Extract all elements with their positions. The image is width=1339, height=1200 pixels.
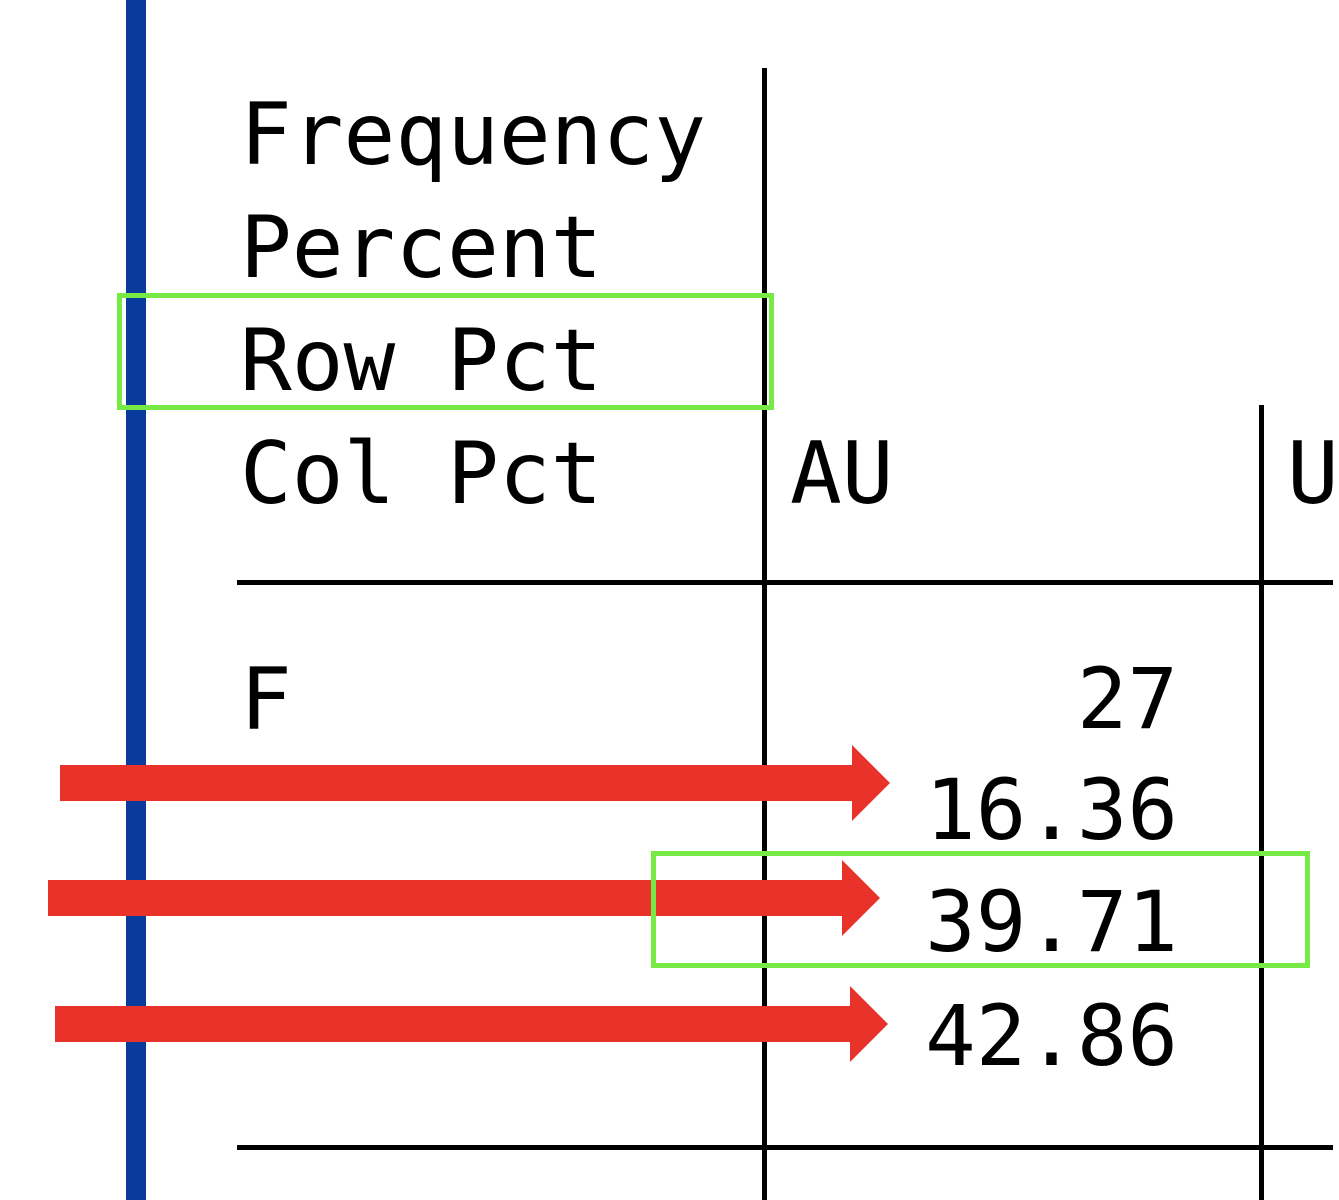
legend-row-pct: Row Pct — [240, 311, 603, 411]
column-header-u: U — [1287, 424, 1339, 524]
cell-frequency: 27 — [1076, 650, 1178, 748]
highlight-row-pct-label — [117, 293, 774, 410]
arrow-col-pct — [55, 986, 888, 1062]
cell-percent: 16.36 — [925, 761, 1178, 859]
cell-row-pct: 39.71 — [925, 873, 1178, 971]
legend-frequency: Frequency — [240, 85, 706, 185]
arrow-percent — [60, 745, 890, 821]
row-label-f: F — [240, 650, 292, 750]
highlight-row-pct-value — [651, 851, 1310, 971]
column-header-au: AU — [790, 424, 894, 524]
cell-col-pct: 42.86 — [925, 987, 1178, 1085]
legend-col-pct: Col Pct — [240, 424, 603, 524]
legend-percent: Percent — [240, 198, 603, 298]
